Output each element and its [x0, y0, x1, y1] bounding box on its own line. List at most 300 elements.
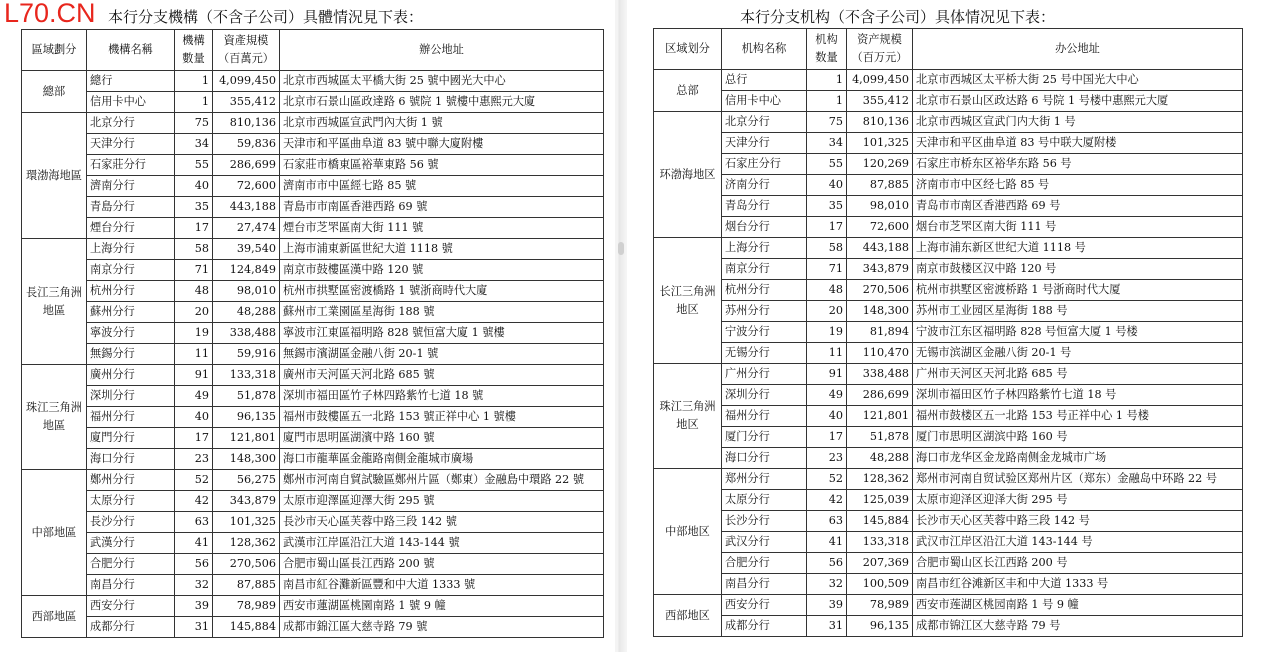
table-row — [654, 196, 1243, 217]
branch-name-cell: 深圳分行 — [722, 385, 807, 406]
assets-cell: 59,916 — [213, 344, 280, 365]
document-title: 本行分支機構（不含子公司）具體情況見下表： — [108, 8, 424, 26]
branch-count-cell: 75 — [807, 112, 847, 133]
table-row — [654, 154, 1243, 175]
branch-count-cell: 35 — [175, 197, 213, 218]
assets-cell: 4,099,450 — [847, 70, 913, 91]
address-cell: 北京市西城区太平桥大街 25 号中国光大中心 — [913, 70, 1243, 91]
address-cell: 上海市浦東新區世紀大道 1118 號 — [280, 239, 604, 260]
header-assets-line1: 资产规模 — [857, 33, 902, 46]
table-row — [654, 469, 1243, 490]
table-header-row — [654, 29, 1243, 70]
assets-cell: 39,540 — [213, 239, 280, 260]
branch-name-cell: 合肥分行 — [722, 553, 807, 574]
address-cell: 成都市锦江区大慈寺路 79 号 — [913, 616, 1243, 637]
address-cell: 合肥市蜀山區長江西路 200 號 — [280, 554, 604, 575]
branch-count-cell: 35 — [807, 196, 847, 217]
branch-count-cell: 58 — [807, 238, 847, 259]
table-row — [654, 301, 1243, 322]
assets-cell: 125,039 — [847, 490, 913, 511]
branch-name-cell: 煙台分行 — [87, 218, 175, 239]
address-cell: 天津市和平區曲阜道 83 號中聯大廈附樓 — [280, 134, 604, 155]
branch-count-cell: 63 — [175, 512, 213, 533]
address-cell: 鄭州市河南自貿試驗區鄭州片區（鄭東）金融島中環路 22 號 — [280, 470, 604, 491]
header-name: 機構名稱 — [87, 30, 175, 71]
branch-count-cell: 42 — [807, 490, 847, 511]
header-count-line1: 機構 — [182, 34, 205, 47]
table-row — [654, 427, 1243, 448]
table-row — [654, 616, 1243, 637]
header-address: 辦公地址 — [280, 30, 604, 71]
assets-cell: 270,506 — [847, 280, 913, 301]
assets-cell: 96,135 — [847, 616, 913, 637]
table-row — [654, 175, 1243, 196]
branch-table — [653, 28, 1243, 637]
assets-cell: 810,136 — [847, 112, 913, 133]
address-cell: 广州市天河区天河北路 685 号 — [913, 364, 1243, 385]
branch-count-cell: 39 — [175, 596, 213, 617]
address-cell: 煙台市芝罘區南大街 111 號 — [280, 218, 604, 239]
branch-count-cell: 17 — [807, 217, 847, 238]
header-assets-line2: （百万元） — [851, 51, 908, 64]
branch-name-cell: 济南分行 — [722, 175, 807, 196]
header-assets-line1: 資產規模 — [223, 34, 269, 47]
branch-name-cell: 福州分行 — [87, 407, 175, 428]
branch-name-cell: 无锡分行 — [722, 343, 807, 364]
table-row — [22, 407, 604, 428]
table-row — [22, 197, 604, 218]
branch-count-cell: 91 — [807, 364, 847, 385]
assets-cell: 355,412 — [847, 91, 913, 112]
branch-name-cell: 廈門分行 — [87, 428, 175, 449]
table-row — [654, 553, 1243, 574]
assets-cell: 78,989 — [213, 596, 280, 617]
address-cell: 福州市鼓樓區五一北路 153 號正祥中心 1 號樓 — [280, 407, 604, 428]
branch-name-cell: 成都分行 — [87, 617, 175, 638]
table-row — [654, 280, 1243, 301]
branch-name-cell: 福州分行 — [722, 406, 807, 427]
address-cell: 南京市鼓樓區漢中路 120 號 — [280, 260, 604, 281]
address-cell: 西安市莲湖区桃园南路 1 号 9 幢 — [913, 595, 1243, 616]
branch-name-cell: 成都分行 — [722, 616, 807, 637]
branch-count-cell: 56 — [807, 553, 847, 574]
table-row — [654, 91, 1243, 112]
branch-name-cell: 南昌分行 — [722, 574, 807, 595]
assets-cell: 87,885 — [213, 575, 280, 596]
header-count-line1: 机构 — [815, 33, 838, 46]
header-assets — [213, 30, 280, 71]
assets-cell: 81,894 — [847, 322, 913, 343]
table-row — [22, 260, 604, 281]
assets-cell: 110,470 — [847, 343, 913, 364]
address-cell: 厦门市思明区湖滨中路 160 号 — [913, 427, 1243, 448]
region-cell: 環渤海地區 — [22, 113, 87, 239]
assets-cell: 148,300 — [213, 449, 280, 470]
assets-cell: 51,878 — [847, 427, 913, 448]
table-row — [22, 554, 604, 575]
branch-name-cell: 南昌分行 — [87, 575, 175, 596]
branch-count-cell: 55 — [807, 154, 847, 175]
table-row — [654, 133, 1243, 154]
table-row — [654, 385, 1243, 406]
address-cell: 太原市迎澤區迎澤大街 295 號 — [280, 491, 604, 512]
assets-cell: 145,884 — [213, 617, 280, 638]
branch-count-cell: 91 — [175, 365, 213, 386]
branch-name-cell: 南京分行 — [722, 259, 807, 280]
assets-cell: 78,989 — [847, 595, 913, 616]
branch-name-cell: 杭州分行 — [722, 280, 807, 301]
table-row — [22, 386, 604, 407]
assets-cell: 48,288 — [847, 448, 913, 469]
assets-cell: 72,600 — [847, 217, 913, 238]
branch-count-cell: 56 — [175, 554, 213, 575]
branch-name-cell: 宁波分行 — [722, 322, 807, 343]
assets-cell: 4,099,450 — [213, 71, 280, 92]
address-cell: 郑州市河南自贸试验区郑州片区（郑东）金融岛中环路 22 号 — [913, 469, 1243, 490]
branch-count-cell: 39 — [807, 595, 847, 616]
branch-count-cell: 71 — [175, 260, 213, 281]
assets-cell: 56,275 — [213, 470, 280, 491]
address-cell: 杭州市拱墅區密渡橋路 1 號浙商時代大廈 — [280, 281, 604, 302]
address-cell: 長沙市天心區芙蓉中路三段 142 號 — [280, 512, 604, 533]
address-cell: 杭州市拱墅区密渡桥路 1 号浙商时代大厦 — [913, 280, 1243, 301]
branch-count-cell: 17 — [175, 218, 213, 239]
address-cell: 石家庄市桥东区裕华东路 56 号 — [913, 154, 1243, 175]
branch-count-cell: 11 — [175, 344, 213, 365]
branch-count-cell: 1 — [807, 91, 847, 112]
branch-count-cell: 55 — [175, 155, 213, 176]
header-count-line2: 数量 — [815, 51, 838, 64]
table-row — [22, 323, 604, 344]
table-row — [22, 134, 604, 155]
region-cell: 珠江三角洲 地区 — [654, 364, 722, 469]
branch-count-cell: 17 — [807, 427, 847, 448]
assets-cell: 443,188 — [847, 238, 913, 259]
address-cell: 北京市石景山區政達路 6 號院 1 號樓中惠熙元大廈 — [280, 92, 604, 113]
branch-name-cell: 武汉分行 — [722, 532, 807, 553]
address-cell: 寧波市江東區福明路 828 號恒富大廈 1 號樓 — [280, 323, 604, 344]
assets-cell: 148,300 — [847, 301, 913, 322]
address-cell: 廈門市思明區湖濱中路 160 號 — [280, 428, 604, 449]
table-row — [654, 217, 1243, 238]
table-row — [22, 92, 604, 113]
table-row — [22, 533, 604, 554]
assets-cell: 121,801 — [213, 428, 280, 449]
assets-cell: 27,474 — [213, 218, 280, 239]
assets-cell: 96,135 — [213, 407, 280, 428]
assets-cell: 48,288 — [213, 302, 280, 323]
branch-count-cell: 40 — [175, 176, 213, 197]
assets-cell: 101,325 — [213, 512, 280, 533]
table-row — [22, 113, 604, 134]
branch-count-cell: 31 — [175, 617, 213, 638]
table-row — [654, 343, 1243, 364]
address-cell: 海口市龍華區金龍路南側金龍城市廣場 — [280, 449, 604, 470]
branch-name-cell: 總行 — [87, 71, 175, 92]
header-count — [175, 30, 213, 71]
branch-count-cell: 19 — [175, 323, 213, 344]
assets-cell: 51,878 — [213, 386, 280, 407]
assets-cell: 133,318 — [213, 365, 280, 386]
region-cell: 總部 — [22, 71, 87, 113]
branch-count-cell: 19 — [807, 322, 847, 343]
branch-name-cell: 信用卡中心 — [87, 92, 175, 113]
branch-name-cell: 上海分行 — [722, 238, 807, 259]
branch-count-cell: 34 — [807, 133, 847, 154]
region-cell: 总部 — [654, 70, 722, 112]
table-row — [654, 532, 1243, 553]
assets-cell: 810,136 — [213, 113, 280, 134]
region-cell: 中部地区 — [654, 469, 722, 595]
address-cell: 太原市迎泽区迎泽大街 295 号 — [913, 490, 1243, 511]
address-cell: 深圳市福田区竹子林四路紫竹七道 18 号 — [913, 385, 1243, 406]
branch-name-cell: 青島分行 — [87, 197, 175, 218]
branch-count-cell: 17 — [175, 428, 213, 449]
assets-cell: 72,600 — [213, 176, 280, 197]
address-cell: 北京市西城區宣武門內大街 1 號 — [280, 113, 604, 134]
branch-count-cell: 75 — [175, 113, 213, 134]
header-assets — [847, 29, 913, 70]
table-row — [654, 448, 1243, 469]
branch-name-cell: 石家莊分行 — [87, 155, 175, 176]
address-cell: 南昌市红谷滩新区丰和中大道 1333 号 — [913, 574, 1243, 595]
branch-name-cell: 天津分行 — [722, 133, 807, 154]
assets-cell: 128,362 — [213, 533, 280, 554]
branch-name-cell: 合肥分行 — [87, 554, 175, 575]
table-row — [654, 511, 1243, 532]
branch-name-cell: 厦门分行 — [722, 427, 807, 448]
assets-cell: 355,412 — [213, 92, 280, 113]
table-row — [22, 512, 604, 533]
branch-name-cell: 無錫分行 — [87, 344, 175, 365]
region-cell: 珠江三角洲 地區 — [22, 365, 87, 470]
branch-count-cell: 1 — [807, 70, 847, 91]
table-row — [654, 259, 1243, 280]
table-row — [22, 365, 604, 386]
address-cell: 南京市鼓楼区汉中路 120 号 — [913, 259, 1243, 280]
address-cell: 无锡市滨湖区金融八街 20-1 号 — [913, 343, 1243, 364]
branch-name-cell: 海口分行 — [87, 449, 175, 470]
branch-count-cell: 23 — [807, 448, 847, 469]
region-cell: 西部地區 — [22, 596, 87, 638]
branch-name-cell: 郑州分行 — [722, 469, 807, 490]
branch-name-cell: 西安分行 — [722, 595, 807, 616]
assets-cell: 124,849 — [213, 260, 280, 281]
address-cell: 成都市錦江區大慈寺路 79 號 — [280, 617, 604, 638]
table-row — [22, 617, 604, 638]
address-cell: 合肥市蜀山区长江西路 200 号 — [913, 553, 1243, 574]
branch-count-cell: 11 — [807, 343, 847, 364]
branch-name-cell: 南京分行 — [87, 260, 175, 281]
branch-name-cell: 鄭州分行 — [87, 470, 175, 491]
address-cell: 北京市西城区宣武门内大街 1 号 — [913, 112, 1243, 133]
branch-name-cell: 烟台分行 — [722, 217, 807, 238]
table-row — [654, 322, 1243, 343]
address-cell: 石家莊市橋東區裕華東路 56 號 — [280, 155, 604, 176]
header-region: 區域劃分 — [22, 30, 87, 71]
assets-cell: 87,885 — [847, 175, 913, 196]
region-cell: 長江三角洲 地區 — [22, 239, 87, 365]
assets-cell: 100,509 — [847, 574, 913, 595]
assets-cell: 443,188 — [213, 197, 280, 218]
address-cell: 深圳市福田區竹子林四路紫竹七道 18 號 — [280, 386, 604, 407]
branch-count-cell: 31 — [807, 616, 847, 637]
table-row — [654, 595, 1243, 616]
branch-name-cell: 深圳分行 — [87, 386, 175, 407]
assets-cell: 286,699 — [213, 155, 280, 176]
table-row — [654, 574, 1243, 595]
branch-count-cell: 48 — [807, 280, 847, 301]
header-region: 区域划分 — [654, 29, 722, 70]
branch-table — [21, 29, 604, 638]
address-cell: 长沙市天心区芙蓉中路三段 142 号 — [913, 511, 1243, 532]
branch-name-cell: 苏州分行 — [722, 301, 807, 322]
branch-count-cell: 52 — [175, 470, 213, 491]
table-row — [22, 71, 604, 92]
header-name: 机构名称 — [722, 29, 807, 70]
table-row — [22, 302, 604, 323]
address-cell: 無錫市濱湖區金融八街 20-1 號 — [280, 344, 604, 365]
address-cell: 青島市市南區香港西路 69 號 — [280, 197, 604, 218]
address-cell: 宁波市江东区福明路 828 号恒富大厦 1 号楼 — [913, 322, 1243, 343]
branch-name-cell: 天津分行 — [87, 134, 175, 155]
assets-cell: 133,318 — [847, 532, 913, 553]
branch-name-cell: 西安分行 — [87, 596, 175, 617]
table-row — [22, 239, 604, 260]
branch-name-cell: 太原分行 — [722, 490, 807, 511]
region-cell: 环渤海地区 — [654, 112, 722, 238]
branch-count-cell: 32 — [807, 574, 847, 595]
table-row — [654, 112, 1243, 133]
address-cell: 蘇州市工業園區星海街 188 號 — [280, 302, 604, 323]
branch-count-cell: 20 — [807, 301, 847, 322]
branch-count-cell: 58 — [175, 239, 213, 260]
header-address: 办公地址 — [913, 29, 1243, 70]
branch-count-cell: 23 — [175, 449, 213, 470]
assets-cell: 98,010 — [213, 281, 280, 302]
assets-cell: 59,836 — [213, 134, 280, 155]
address-cell: 济南市市中区经七路 85 号 — [913, 175, 1243, 196]
branch-name-cell: 太原分行 — [87, 491, 175, 512]
table-row — [654, 364, 1243, 385]
header-count — [807, 29, 847, 70]
branch-count-cell: 34 — [175, 134, 213, 155]
assets-cell: 343,879 — [847, 259, 913, 280]
assets-cell: 120,269 — [847, 154, 913, 175]
region-cell: 长江三角洲 地区 — [654, 238, 722, 364]
branch-name-cell: 青岛分行 — [722, 196, 807, 217]
region-cell: 西部地区 — [654, 595, 722, 637]
table-row — [654, 406, 1243, 427]
branch-count-cell: 42 — [175, 491, 213, 512]
address-cell: 烟台市芝罘区南大街 111 号 — [913, 217, 1243, 238]
assets-cell: 145,884 — [847, 511, 913, 532]
table-row — [654, 70, 1243, 91]
branch-name-cell: 长沙分行 — [722, 511, 807, 532]
branch-count-cell: 49 — [175, 386, 213, 407]
table-row — [22, 491, 604, 512]
branch-name-cell: 廣州分行 — [87, 365, 175, 386]
branch-count-cell: 48 — [175, 281, 213, 302]
branch-name-cell: 武漢分行 — [87, 533, 175, 554]
header-assets-line2: （百萬元） — [218, 52, 274, 65]
assets-cell: 343,879 — [213, 491, 280, 512]
address-cell: 濟南市市中區經七路 85 號 — [280, 176, 604, 197]
table-row — [22, 344, 604, 365]
branch-count-cell: 32 — [175, 575, 213, 596]
assets-cell: 101,325 — [847, 133, 913, 154]
assets-cell: 286,699 — [847, 385, 913, 406]
branch-name-cell: 上海分行 — [87, 239, 175, 260]
table-row — [22, 428, 604, 449]
branch-count-cell: 71 — [807, 259, 847, 280]
address-cell: 上海市浦东新区世纪大道 1118 号 — [913, 238, 1243, 259]
assets-cell: 270,506 — [213, 554, 280, 575]
table-row — [22, 176, 604, 197]
assets-cell: 121,801 — [847, 406, 913, 427]
table-row — [22, 449, 604, 470]
table-row — [654, 490, 1243, 511]
address-cell: 青岛市市南区香港西路 69 号 — [913, 196, 1243, 217]
branch-name-cell: 信用卡中心 — [722, 91, 807, 112]
simplified-document-pane — [627, 0, 1261, 652]
branch-name-cell: 北京分行 — [87, 113, 175, 134]
address-cell: 福州市鼓楼区五一北路 153 号正祥中心 1 号楼 — [913, 406, 1243, 427]
divider-handle[interactable] — [618, 242, 624, 255]
address-cell: 海口市龙华区金龙路南侧金龙城市广场 — [913, 448, 1243, 469]
table-header-row — [22, 30, 604, 71]
branch-name-cell: 总行 — [722, 70, 807, 91]
address-cell: 廣州市天河區天河北路 685 號 — [280, 365, 604, 386]
traditional-document-pane — [0, 0, 615, 652]
branch-name-cell: 海口分行 — [722, 448, 807, 469]
assets-cell: 98,010 — [847, 196, 913, 217]
branch-count-cell: 49 — [807, 385, 847, 406]
address-cell: 西安市蓮湖區桃園南路 1 號 9 幢 — [280, 596, 604, 617]
address-cell: 武漢市江岸區沿江大道 143-144 號 — [280, 533, 604, 554]
split-divider[interactable] — [615, 0, 627, 652]
branch-count-cell: 20 — [175, 302, 213, 323]
address-cell: 北京市石景山区政达路 6 号院 1 号楼中惠熙元大厦 — [913, 91, 1243, 112]
header-count-line2: 數量 — [182, 52, 205, 65]
region-cell: 中部地區 — [22, 470, 87, 596]
branch-count-cell: 1 — [175, 71, 213, 92]
branch-name-cell: 寧波分行 — [87, 323, 175, 344]
assets-cell: 338,488 — [213, 323, 280, 344]
assets-cell: 207,369 — [847, 553, 913, 574]
address-cell: 南昌市紅谷灘新區豐和中大道 1333 號 — [280, 575, 604, 596]
branch-count-cell: 52 — [807, 469, 847, 490]
address-cell: 天津市和平区曲阜道 83 号中联大厦附楼 — [913, 133, 1243, 154]
table-row — [22, 155, 604, 176]
table-row — [22, 470, 604, 491]
branch-count-cell: 40 — [807, 406, 847, 427]
assets-cell: 338,488 — [847, 364, 913, 385]
table-row — [22, 596, 604, 617]
table-row — [654, 238, 1243, 259]
branch-name-cell: 杭州分行 — [87, 281, 175, 302]
branch-count-cell: 40 — [175, 407, 213, 428]
branch-name-cell: 長沙分行 — [87, 512, 175, 533]
branch-name-cell: 濟南分行 — [87, 176, 175, 197]
branch-count-cell: 1 — [175, 92, 213, 113]
address-cell: 北京市西城區太平橋大街 25 號中國光大中心 — [280, 71, 604, 92]
branch-name-cell: 广州分行 — [722, 364, 807, 385]
assets-cell: 128,362 — [847, 469, 913, 490]
branch-name-cell: 石家庄分行 — [722, 154, 807, 175]
branch-count-cell: 40 — [807, 175, 847, 196]
branch-count-cell: 63 — [807, 511, 847, 532]
